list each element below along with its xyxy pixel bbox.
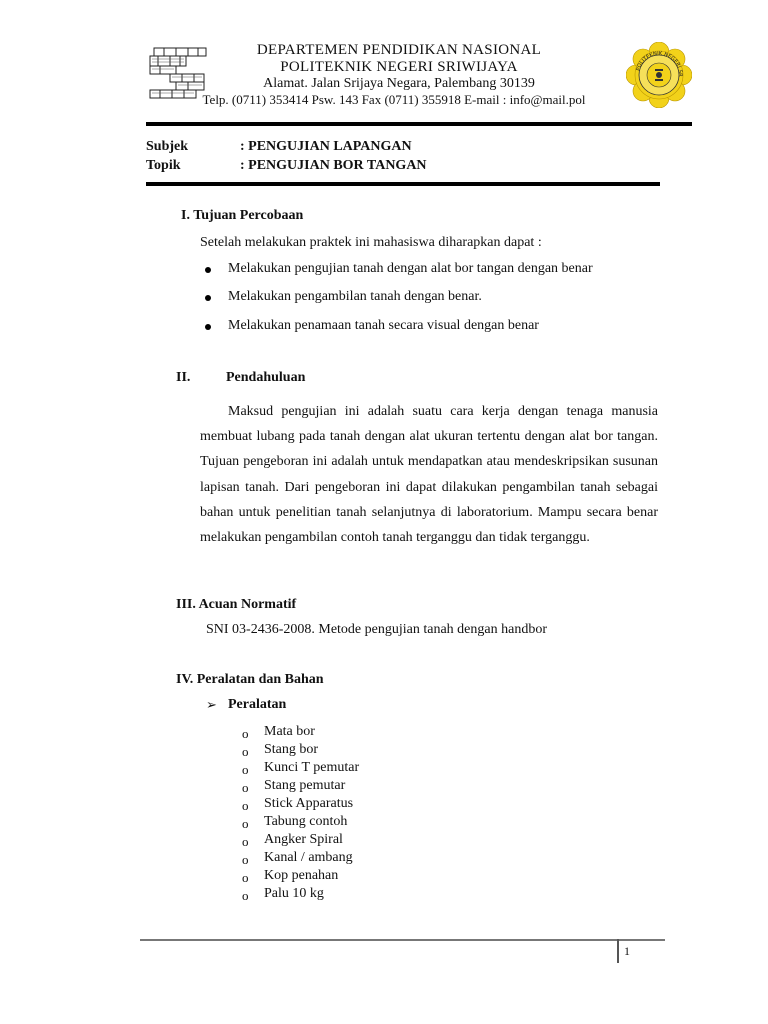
topik-value: : PENGUJIAN BOR TANGAN bbox=[240, 158, 427, 173]
section-1-intro: Setelah melakukan praktek ini mahasiswa diharapkan dapat : bbox=[200, 235, 542, 250]
header-line-institution: POLITEKNIK NEGERI SRIWIJAYA bbox=[280, 59, 518, 75]
list-marker: o bbox=[242, 888, 249, 903]
equipment-item: Palu 10 kg bbox=[264, 886, 324, 901]
list-marker: o bbox=[242, 870, 249, 885]
list-marker: o bbox=[242, 852, 249, 867]
equipment-item: Mata bor bbox=[264, 724, 315, 739]
bullet-dot bbox=[205, 324, 211, 330]
section-1-title: I. Tujuan Percobaan bbox=[181, 208, 304, 223]
bullet-dot bbox=[205, 295, 211, 301]
subjek-value: : PENGUJIAN LAPANGAN bbox=[240, 139, 412, 154]
equipment-item: Stang bor bbox=[264, 742, 319, 757]
section-1-bullet-item: Melakukan penamaan tanah secara visual dengan benar bbox=[228, 318, 539, 333]
section-2-number: II. bbox=[176, 370, 191, 385]
section-2-paragraph bbox=[200, 399, 658, 550]
subject-divider bbox=[146, 182, 660, 186]
equipment-item: Kop penahan bbox=[264, 868, 339, 883]
topik-label: Topik bbox=[146, 158, 181, 173]
section-3-title: III. Acuan Normatif bbox=[176, 597, 297, 612]
subjek-label: Subjek bbox=[146, 139, 189, 154]
equipment-item: Kanal / ambang bbox=[264, 850, 353, 865]
header-line-department: DEPARTEMEN PENDIDIKAN NASIONAL bbox=[256, 42, 542, 58]
section-4-title: IV. Peralatan dan Bahan bbox=[176, 672, 324, 687]
section-4-subheading: Peralatan bbox=[228, 697, 287, 712]
equipment-item: Angker Spiral bbox=[264, 832, 343, 847]
list-marker: o bbox=[242, 744, 249, 759]
footer-page-marker bbox=[617, 939, 619, 963]
footer-rule bbox=[140, 939, 665, 941]
list-marker: o bbox=[242, 780, 249, 795]
bullet-dot bbox=[205, 267, 211, 273]
equipment-item: Tabung contoh bbox=[264, 814, 348, 829]
equipment-item: Kunci T pemutar bbox=[264, 760, 360, 775]
equipment-item: Stang pemutar bbox=[264, 778, 346, 793]
header-line-contact: Telp. (0711) 353414 Psw. 143 Fax (0711) 355918 E-mail : info@mail.pol bbox=[202, 92, 586, 107]
list-marker: o bbox=[242, 762, 249, 777]
list-marker: o bbox=[242, 726, 249, 741]
list-marker: o bbox=[242, 798, 249, 813]
header-divider bbox=[146, 122, 692, 126]
header-line-address: Alamat. Jalan Srijaya Negara, Palembang 30139 bbox=[263, 76, 535, 91]
section-3-text: SNI 03-2436-2008. Metode pengujian tanah dengan handbor bbox=[206, 622, 547, 637]
equipment-item: Stick Apparatus bbox=[264, 796, 354, 811]
list-marker: o bbox=[242, 834, 249, 849]
university-seal bbox=[626, 42, 692, 108]
section-2-paragraph-text: Maksud pengujian ini adalah suatu cara kerja dengan tenaga manusia membuat lubang pada tanah dengan alat ukuran tertentu dengan alat bor tangan. Tujuan pengeboran ini adalah untuk mendapatkan atau mendeskripsikan susunan lapisan tanah. Dari pengeboran ini dapat dilakukan pengambilan tanah sebagai bahan untuk penelitian tanah selanjutnya di laboratorium. Mampu secara benar melakukan pengambilan contoh tanah terganggu dan tidak terganggu. bbox=[200, 404, 658, 546]
arrow-bullet-icon: ➢ bbox=[206, 697, 217, 712]
section-1-bullet-item: Melakukan pengambilan tanah dengan benar. bbox=[228, 289, 482, 304]
seal-lettering: POLITEKNIK NEGERI SR bbox=[635, 50, 684, 77]
list-marker: o bbox=[242, 816, 249, 831]
page-number: 1 bbox=[624, 944, 630, 958]
section-1-bullet-item: Melakukan pengujian tanah dengan alat bor tangan dengan benar bbox=[228, 261, 593, 276]
section-2-title: Pendahuluan bbox=[226, 370, 306, 385]
